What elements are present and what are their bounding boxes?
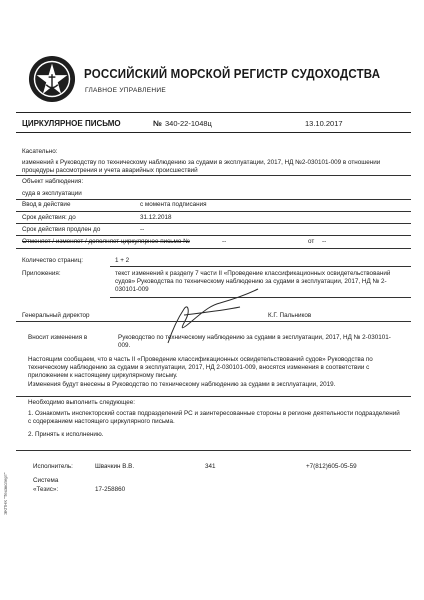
object-label: Объект наблюдения: <box>22 178 84 185</box>
header-divider-bottom <box>16 132 411 133</box>
divider <box>16 450 411 451</box>
attachments-label: Приложения: <box>22 270 61 277</box>
pages-label: Количество страниц: <box>22 257 83 264</box>
director-name: К.Г. Пальников <box>268 312 312 319</box>
system-label-line2: «Тезис»: <box>33 486 59 493</box>
performer-name: Швачкин В.В. <box>95 463 135 470</box>
divider <box>16 223 411 224</box>
from-value: -- <box>322 238 327 245</box>
valid-label: Срок действия: до <box>22 214 76 221</box>
divider <box>16 248 411 249</box>
cancels-value: -- <box>222 238 227 245</box>
side-vertical-text: ЭКПНК "Техэксперт" <box>3 472 8 515</box>
body-paragraph-2: Изменения будут внесены в Руководство по техническому наблюдению за судами в эксплуатации, 2019. <box>28 381 336 388</box>
letter-number-prefix: № <box>153 119 162 128</box>
valid-value: 31.12.2018 <box>140 214 172 221</box>
system-label-line1: Система <box>33 477 59 484</box>
divider <box>16 321 411 322</box>
amends-value: Руководство по техническому наблюдению за судами в эксплуатации, 2017, НД № 2-030101-009. <box>118 334 391 349</box>
effective-label: Ввод в действие <box>22 201 71 208</box>
object-value: суда в эксплуатации <box>22 190 82 197</box>
divider <box>16 199 411 200</box>
cancels-label: Отменяет / изменяет / дополняет циркулярное письмо № <box>22 238 190 245</box>
letter-number: 340-22-1048ц <box>165 119 212 128</box>
divider <box>16 235 411 236</box>
actions-title: Необходимо выполнить следующее: <box>28 399 135 406</box>
system-number: 17-258860 <box>95 486 126 493</box>
amends-label: Вносит изменения в <box>28 334 88 341</box>
director-label: Генеральный директор <box>22 312 90 319</box>
letter-type: ЦИРКУЛЯРНОЕ ПИСЬМО <box>22 119 121 128</box>
header-divider-top <box>16 112 411 113</box>
extended-value: -- <box>140 226 145 233</box>
pages-value: 1 + 2 <box>115 257 130 264</box>
organization-name: РОССИЙСКИЙ МОРСКОЙ РЕГИСТР СУДОХОДСТВА <box>84 67 381 81</box>
body-paragraph-1: Настоящим сообщаем, что в часть II «Проведение классификационных освидетельствований судов» Руководства по техническому наблюдению за судами в эксплуатации, 2017, НД 2-030101-009, вносятся изменения в соответствии с приложением к настоящему циркулярному письму. <box>28 356 373 379</box>
divider <box>110 266 411 267</box>
divider <box>16 211 411 212</box>
attachments-value: текст изменений к разделу 7 части II «Проведение классификационных освидетельствований судов» Руководства по техническому наблюдению за судами в эксплуатации, 2017, НД № 2-030101-009 <box>115 270 391 293</box>
department-name: ГЛАВНОЕ УПРАВЛЕНИЕ <box>85 87 166 94</box>
action-item-2: 2. Принять к исполнению. <box>28 431 104 438</box>
action-item-1: 1. Ознакомить инспекторский состав подразделений РС и заинтересованные стороны в регионе деятельности подразделений с содержанием настоящего циркулярного письма. <box>28 410 400 425</box>
concerning-text: изменений к Руководству по техническому наблюдению за судами в эксплуатации, 2017, НД №2-030101-009 в отношении процедуры рассмотрения и учета аварийных происшествий <box>22 159 381 174</box>
concerning-label: Касательно: <box>22 148 58 155</box>
extended-label: Срок действия продлен до <box>22 226 101 233</box>
from-label: от <box>308 238 315 245</box>
performer-phone: +7(812)605-05-59 <box>306 463 357 470</box>
letter-date: 13.10.2017 <box>305 119 343 128</box>
divider <box>16 175 411 176</box>
rs-emblem-icon <box>28 55 76 103</box>
performer-ext: 341 <box>205 463 216 470</box>
divider <box>16 396 411 397</box>
effective-value: с момента подписания <box>140 201 207 208</box>
performer-label: Исполнитель: <box>33 463 73 470</box>
